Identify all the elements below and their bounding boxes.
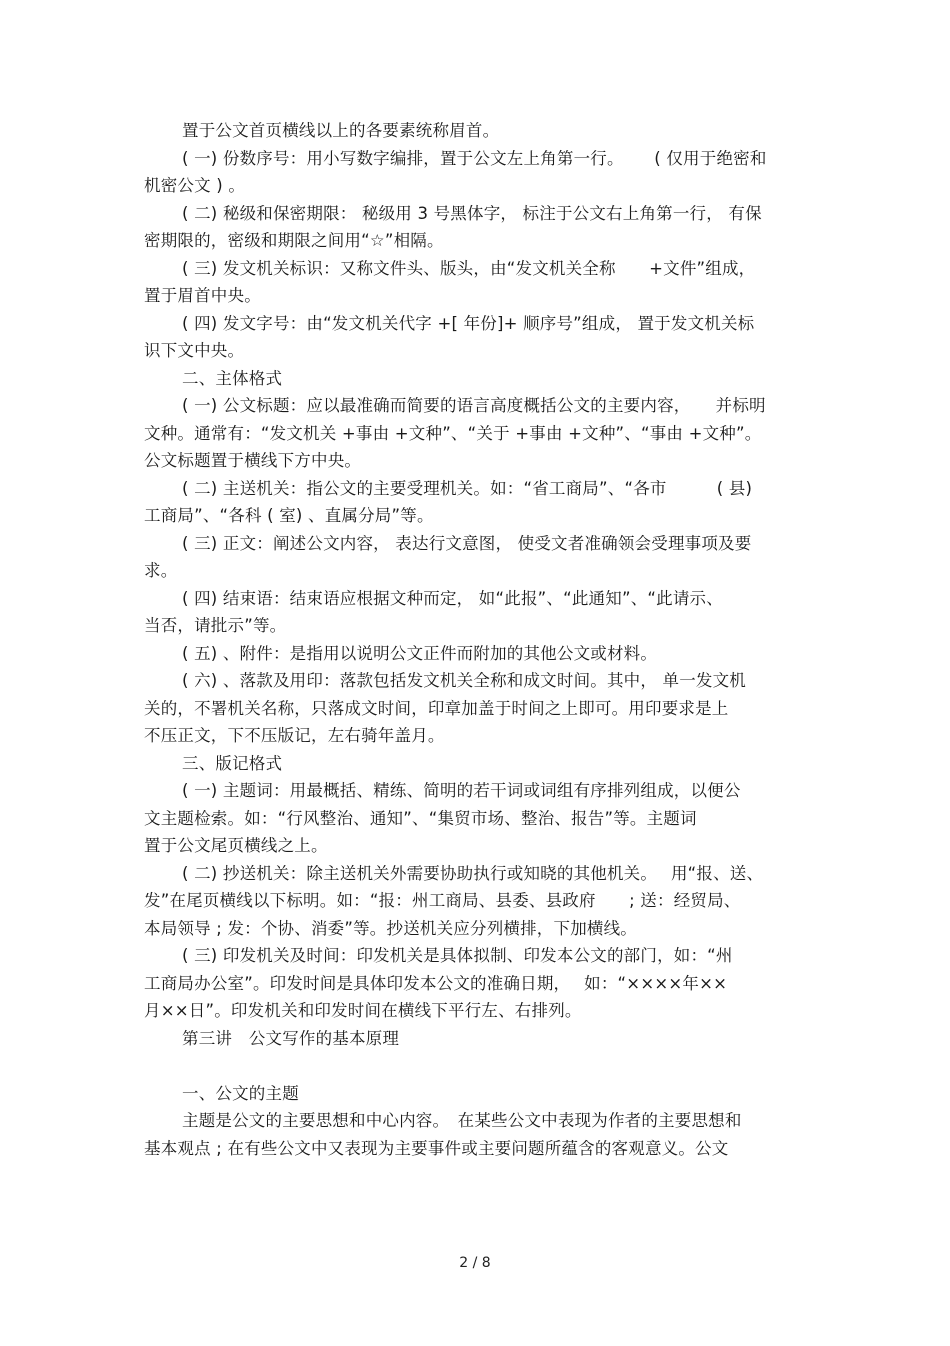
text-line: 主题是公文的主要思想和中心内容。 在某些公文中表现为作者的主要思想和: [182, 1111, 742, 1130]
text-line: ( 一) 份数序号：用小写数字编排，置于公文左上角第一行。 ( 仅用于绝密和: [182, 148, 767, 168]
text-line: 第三讲 公文写作的基本原理: [182, 1028, 400, 1048]
text-line: ( 一) 主题词：用最概括、精练、简明的若干词或词组有序排列组成，以便公: [182, 781, 741, 800]
text-line: 公文标题置于横线下方中央。: [144, 451, 362, 470]
text-line: 识下文中央。: [144, 341, 245, 360]
text-line: 关的，不署机关名称，只落成文时间，印章加盖于时间之上即可。用印要求是上: [144, 698, 729, 718]
page-number: 2 / 8: [459, 1255, 491, 1271]
text-line: 机密公文 ) 。: [144, 176, 246, 195]
text-line: 密期限的，密级和期限之间用“☆”相隔。: [144, 231, 444, 250]
text-line: 工商局办公室”。印发时间是具体印发本公文的准确日期， 如：“××××年××: [144, 973, 728, 993]
text-line: ( 四) 发文字号：由“发文机关代字 +[ 年份]+ 顺序号”组成， 置于发文机关标: [182, 313, 755, 333]
text-line: ( 五) 、附件：是指用以说明公文正件而附加的其他公文或材料。: [182, 643, 658, 663]
text-line: 置于公文首页横线以上的各要素统称眉首。: [182, 121, 500, 140]
text-line: 求。: [144, 561, 178, 580]
text-line: 一、公文的主题: [182, 1083, 299, 1103]
text-line: ( 三) 正文：阐述公文内容， 表达行文意图， 使受文者准确领会受理事项及要: [182, 533, 752, 553]
text-line: 文主题检索。如：“行风整治、通知”、“集贸市场、整治、报告”等。主题词: [144, 808, 697, 828]
text-line: 月××日”。印发机关和印发时间在横线下平行左、右排列。: [144, 1001, 582, 1020]
text-line: 当否，请批示”等。: [144, 616, 287, 635]
text-line: 发”在尾页横线以下标明。如：“报：州工商局、县委、县政府 ; 送：经贸局、: [144, 891, 741, 910]
text-line: 不压正文，下不压版记，左右骑年盖月。: [144, 726, 445, 745]
text-line: ( 二) 秘级和保密期限： 秘级用 3 号黑体字， 标注于公文右上角第一行， 有保: [182, 203, 762, 223]
blank-line: [144, 1052, 806, 1080]
text-line: ( 六) 、落款及用印：落款包括发文机关全称和成文时间。其中， 单一发文机: [182, 671, 747, 690]
text-line: 本局领导 ; 发：个协、消委”等。抄送机关应分列横排，下加横线。: [144, 918, 637, 938]
text-line: 置于眉首中央。: [144, 286, 261, 305]
text-line: ( 四) 结束语：结束语应根据文种而定， 如“此报”、“此通知”、“此请示、: [182, 588, 723, 608]
text-line: ( 三) 印发机关及时间：印发机关是具体拟制、印发本公文的部门，如：“州: [182, 946, 733, 965]
text-line: 二、主体格式: [182, 368, 283, 388]
text-line: 置于公文尾页横线之上。: [144, 836, 328, 855]
text-line: 三、版记格式: [182, 753, 283, 773]
text-line: ( 一) 公文标题：应以最准确而简要的语言高度概括公文的主要内容， 并标明: [182, 396, 766, 415]
text-line: 工商局”、“各科 ( 室) 、直属分局”等。: [144, 506, 434, 525]
document-body: [144, 117, 806, 1162]
text-line: 基本观点 ; 在有些公文中又表现为主要事件或主要问题所蕴含的客观意义。公文: [144, 1138, 729, 1158]
text-line: 文种。通常有：“发文机关 +事由 +文种”、“关于 +事由 +文种”、“事由 +文种”。: [144, 423, 762, 443]
text-line: ( 三) 发文机关标识：又称文件头、版头，由“发文机关全称 +文件”组成，: [182, 258, 756, 278]
text-line: ( 二) 主送机关：指公文的主要受理机关。如：“省工商局”、“各市 ( 县): [182, 478, 753, 498]
text-line: ( 二) 抄送机关：除主送机关外需要协助执行或知晓的其他机关。 用“报、送、: [182, 863, 764, 883]
